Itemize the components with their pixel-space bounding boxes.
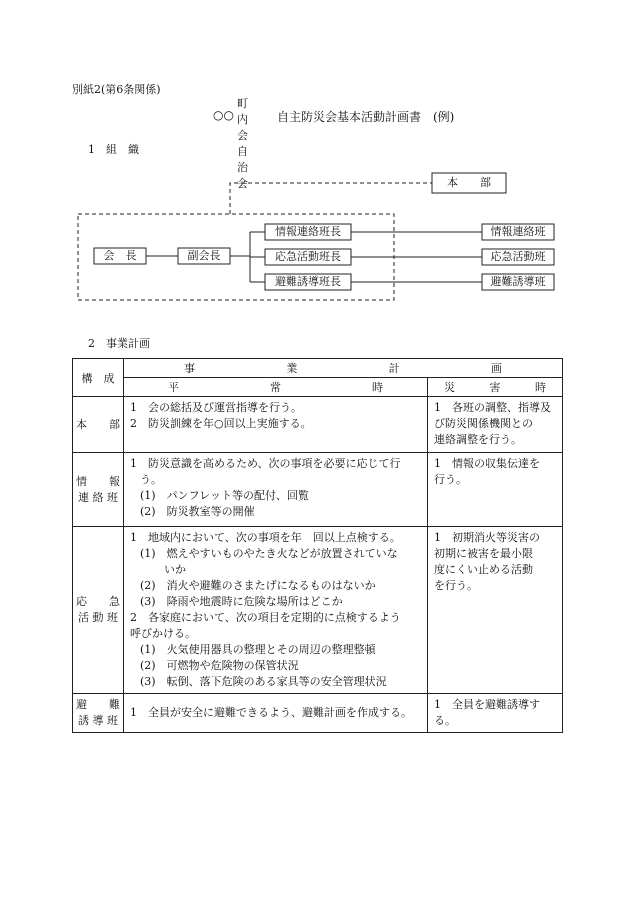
row-disaster-line: を行う。 [434, 579, 478, 592]
title-stack-bottom: 自治会 [237, 145, 248, 190]
honbu-link [230, 183, 432, 214]
appendix-label: 別紙2(第6条関係) [72, 83, 161, 96]
row-disaster-line: 1 全員を避難誘導す [434, 698, 540, 711]
row-category [73, 694, 124, 733]
row-category [73, 527, 124, 694]
row-normal-line: 1 地域内において、次の事項を年 回以上点検する。 [130, 531, 401, 544]
team-label-1: 情報連絡班 [490, 225, 546, 238]
row-category-text: 本 部 [76, 417, 120, 431]
header-plan-char: 業 [286, 362, 298, 375]
leader-label-1: 情報連絡班長 [275, 225, 341, 238]
header-normal-chars [124, 379, 427, 395]
header-disaster [428, 378, 563, 397]
header-kousei: 構 成 [73, 359, 124, 397]
row-disaster-cell [428, 527, 563, 694]
row-disaster-cell [428, 694, 563, 733]
row-normal-cell [124, 527, 428, 694]
team-label-2: 応急活動班 [490, 250, 546, 263]
row-category [73, 397, 124, 453]
title-main: 自主防災会基本活動計画書 (例) [277, 110, 455, 124]
row-disaster-line: 1 情報の収集伝達を [434, 457, 540, 470]
row-normal-cell [124, 694, 428, 733]
row-disaster-line: 1 各班の調整、指導及 [434, 401, 551, 414]
title-stack-top: 町内会 [237, 97, 248, 142]
header-disaster-char: 災 [444, 381, 455, 394]
row-disaster-line: 連絡調整を行う。 [434, 433, 522, 446]
row-disaster-line: る。 [434, 714, 456, 727]
section2-heading: 2 事業計画 [88, 337, 150, 350]
table-row-emergency [73, 527, 563, 694]
header-plan-chars [124, 360, 562, 376]
leader-label-2: 応急活動班長 [275, 250, 341, 263]
header-normal-char: 常 [270, 381, 281, 394]
row-normal-line: いか [164, 563, 186, 576]
row-normal-line: う。 [140, 473, 162, 486]
row-category-text: 活 動 班 [78, 611, 118, 624]
table-header-row-1 [73, 359, 563, 378]
table-row-honbu [73, 397, 563, 453]
row-category-text: 連 絡 班 [78, 490, 118, 504]
header-normal-char: 時 [372, 381, 383, 394]
row-disaster-line: び防災関係機関との [434, 417, 533, 430]
header-plan-char: 画 [490, 362, 502, 375]
row-normal-line: 2 防災訓練を年○回以上実施する。 [130, 417, 312, 430]
header-plan-char: 計 [388, 362, 400, 375]
row-normal-cell [124, 397, 428, 453]
row-normal-cell [124, 453, 428, 527]
fukukaicho-label: 副会長 [187, 249, 221, 262]
header-plan [124, 359, 563, 378]
row-disaster-line: 1 初期消火等災害の [434, 531, 540, 544]
row-normal-line: (3) 降雨や地震時に危険な場所はどこか [140, 595, 343, 608]
row-category-text: 避 難 [76, 698, 120, 711]
header-disaster-char: 害 [489, 381, 501, 394]
row-category [73, 453, 124, 527]
table-row-evacuation [73, 694, 563, 733]
row-normal-line: 呼びかける。 [130, 627, 196, 640]
row-disaster-line: 行う。 [434, 473, 467, 486]
row-category-text: 誘 導 班 [78, 714, 118, 727]
row-normal-line: (1) パンフレット等の配付、回覧 [140, 489, 310, 502]
row-normal-line: 1 全員が安全に避難できるよう、避難計画を作成する。 [130, 706, 412, 719]
kaicho-label: 会 長 [103, 249, 137, 262]
row-normal-line: 2 各家庭において、次の項目を定期的に点検するよう [130, 611, 401, 624]
row-normal-line: (2) 可燃物や危険物の保管状況 [140, 659, 299, 672]
team-label-3: 避難誘導班 [490, 275, 546, 288]
header-disaster-char: 時 [535, 381, 546, 394]
honbu-label: 本 部 [447, 176, 491, 189]
section1-heading: 1 組 織 [88, 143, 139, 156]
row-normal-line: (3) 転倒、落下危険のある家具等の安全管理状況 [140, 675, 387, 688]
row-normal-line: 1 会の総括及び運営指導を行う。 [130, 401, 302, 414]
title-prefix: ○○ [213, 108, 234, 122]
row-normal-line: (1) 燃えやすいものやたき火などが放置されていな [140, 547, 398, 560]
header-disaster-chars [428, 379, 562, 395]
leader-label-3: 避難誘導班長 [275, 275, 341, 288]
row-category-text: 応 急 [76, 595, 120, 608]
row-normal-line: 1 防災意識を高めるため、次の事項を必要に応じて行 [130, 457, 401, 470]
row-category-text: 情 報 [76, 474, 120, 488]
row-disaster-cell [428, 453, 563, 527]
header-normal [124, 378, 428, 397]
row-disaster-line: 度にくい止める活動 [434, 563, 533, 576]
row-normal-line: (2) 消火や避難のさまたげになるものはないか [140, 579, 376, 592]
row-normal-line: (1) 火気使用器具の整理とその周辺の整理整頓 [140, 643, 376, 656]
table-header-row-2 [73, 378, 563, 397]
header-plan-char: 事 [184, 362, 195, 375]
business-plan-table [72, 358, 563, 733]
header-normal-char: 平 [168, 381, 179, 394]
row-disaster-cell [428, 397, 563, 453]
row-normal-line: (2) 防災教室等の開催 [140, 505, 255, 518]
row-disaster-line: 初期に被害を最小限 [434, 547, 533, 560]
table-row-info [73, 453, 563, 527]
